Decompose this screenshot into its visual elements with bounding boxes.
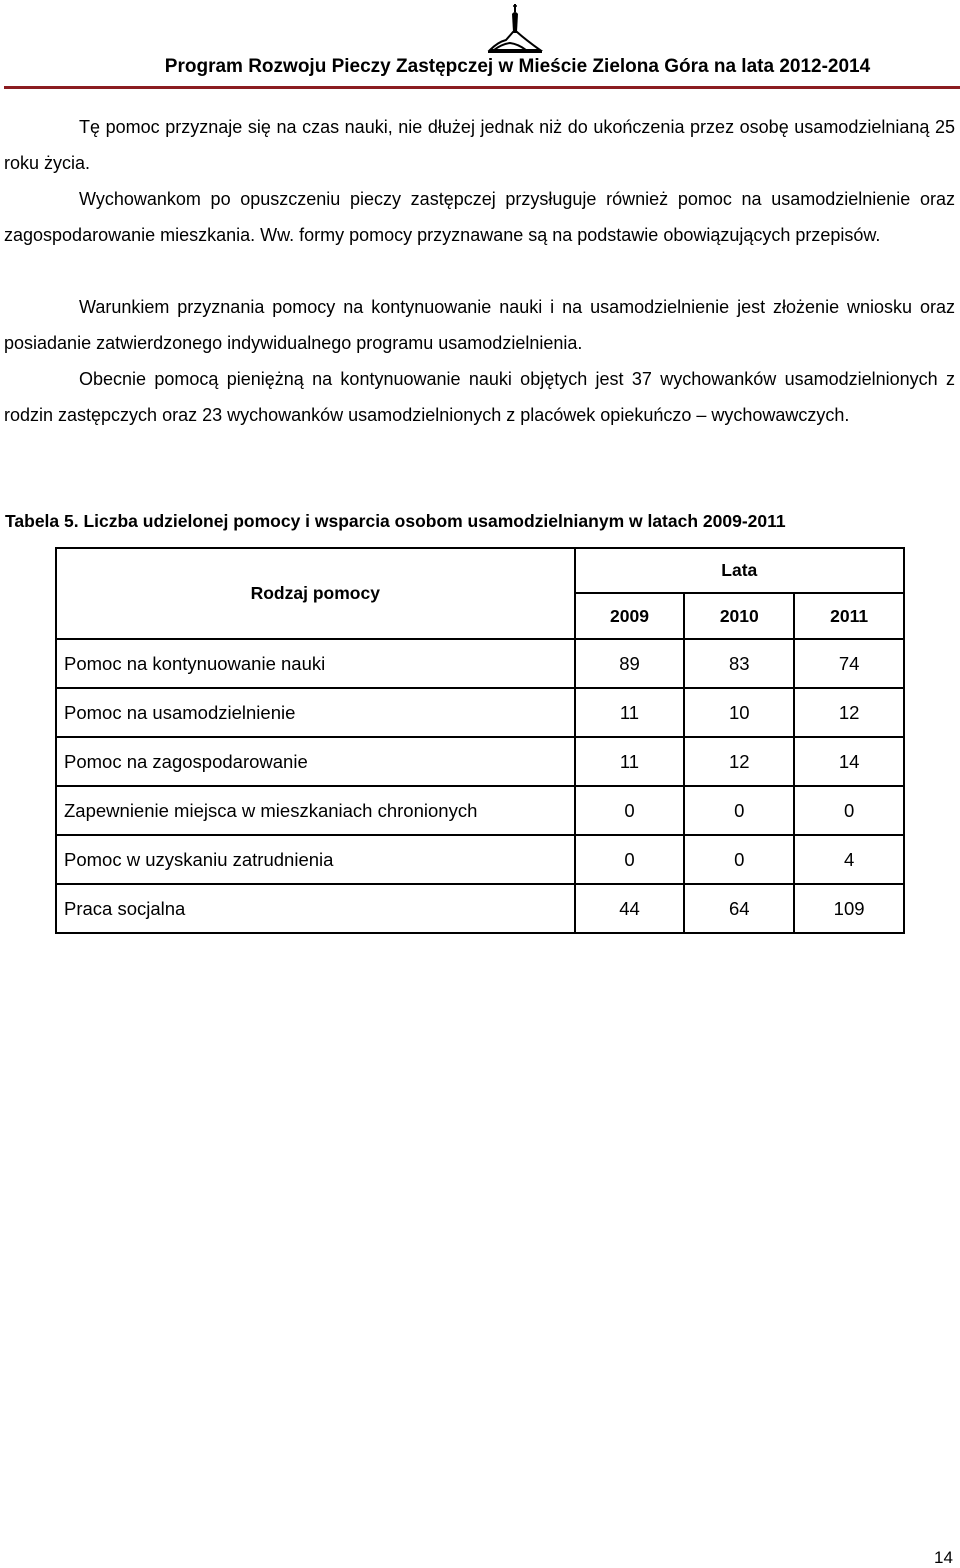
paragraph bbox=[4, 109, 955, 181]
table-caption: Tabela 5. Liczba udzielonej pomocy i wsparcia osobom usamodzielnianym w latach 2009-2011 bbox=[5, 511, 786, 531]
row-value: 10 bbox=[684, 688, 794, 737]
row-value: 64 bbox=[684, 884, 794, 933]
row-value: 74 bbox=[794, 639, 904, 688]
table-row bbox=[56, 639, 904, 688]
page-number: 14 bbox=[934, 1548, 953, 1567]
table-row bbox=[56, 884, 904, 933]
row-label: Pomoc w uzyskaniu zatrudnienia bbox=[56, 835, 575, 884]
row-value: 11 bbox=[575, 737, 685, 786]
header-assistance-type: Rodzaj pomocy bbox=[56, 548, 575, 639]
row-value: 4 bbox=[794, 835, 904, 884]
assistance-table bbox=[55, 547, 905, 934]
row-value: 0 bbox=[684, 786, 794, 835]
document-header-title: Program Rozwoju Pieczy Zastępczej w Mieście Zielona Góra na lata 2012-2014 bbox=[164, 56, 871, 77]
paragraph bbox=[4, 361, 955, 433]
row-value: 89 bbox=[575, 639, 685, 688]
row-label: Pomoc na kontynuowanie nauki bbox=[56, 639, 575, 688]
city-logo-icon bbox=[486, 2, 544, 54]
row-value: 0 bbox=[575, 786, 685, 835]
header-year: 2009 bbox=[575, 593, 685, 639]
header-year: 2011 bbox=[794, 593, 904, 639]
row-value: 83 bbox=[684, 639, 794, 688]
paragraph-text: Warunkiem przyznania pomocy na kontynuowanie nauki i na usamodzielnienie jest złożenie wniosku oraz posiadanie zatwierdzonego indywidualnego programu usamodzielnienia. bbox=[4, 297, 955, 353]
table-row bbox=[56, 835, 904, 884]
paragraph-text: Obecnie pomocą pieniężną na kontynuowanie nauki objętych jest 37 wychowanków usamodzielnionych z rodzin zastępczych oraz 23 wychowanków usamodzielnionych z placówek opiekuńczo – wychowawczych. bbox=[4, 369, 955, 425]
paragraph bbox=[4, 289, 955, 361]
table-row bbox=[56, 688, 904, 737]
paragraph-text: Wychowankom po opuszczeniu pieczy zastępczej przysługuje również pomoc na usamodzielnienie oraz zagospodarowanie mieszkania. Ww. formy pomocy przyznawane są na podstawie obowiązujących przepisów. bbox=[4, 189, 955, 245]
row-label: Pomoc na usamodzielnienie bbox=[56, 688, 575, 737]
header-years: Lata bbox=[575, 548, 904, 593]
row-value: 12 bbox=[684, 737, 794, 786]
table-row bbox=[56, 737, 904, 786]
row-value: 14 bbox=[794, 737, 904, 786]
row-value: 11 bbox=[575, 688, 685, 737]
row-value: 12 bbox=[794, 688, 904, 737]
header-year: 2010 bbox=[684, 593, 794, 639]
row-label: Praca socjalna bbox=[56, 884, 575, 933]
row-label: Zapewnienie miejsca w mieszkaniach chronionych bbox=[56, 786, 575, 835]
row-label: Pomoc na zagospodarowanie bbox=[56, 737, 575, 786]
row-value: 0 bbox=[684, 835, 794, 884]
row-value: 109 bbox=[794, 884, 904, 933]
paragraph bbox=[4, 181, 955, 253]
row-value: 44 bbox=[575, 884, 685, 933]
row-value: 0 bbox=[794, 786, 904, 835]
table-header-row bbox=[56, 548, 904, 593]
table-row bbox=[56, 786, 904, 835]
paragraph-text: Tę pomoc przyznaje się na czas nauki, nie dłużej jednak niż do ukończenia przez osobę usamodzielnianą 25 roku życia. bbox=[4, 117, 955, 173]
header-divider bbox=[4, 86, 960, 89]
row-value: 0 bbox=[575, 835, 685, 884]
